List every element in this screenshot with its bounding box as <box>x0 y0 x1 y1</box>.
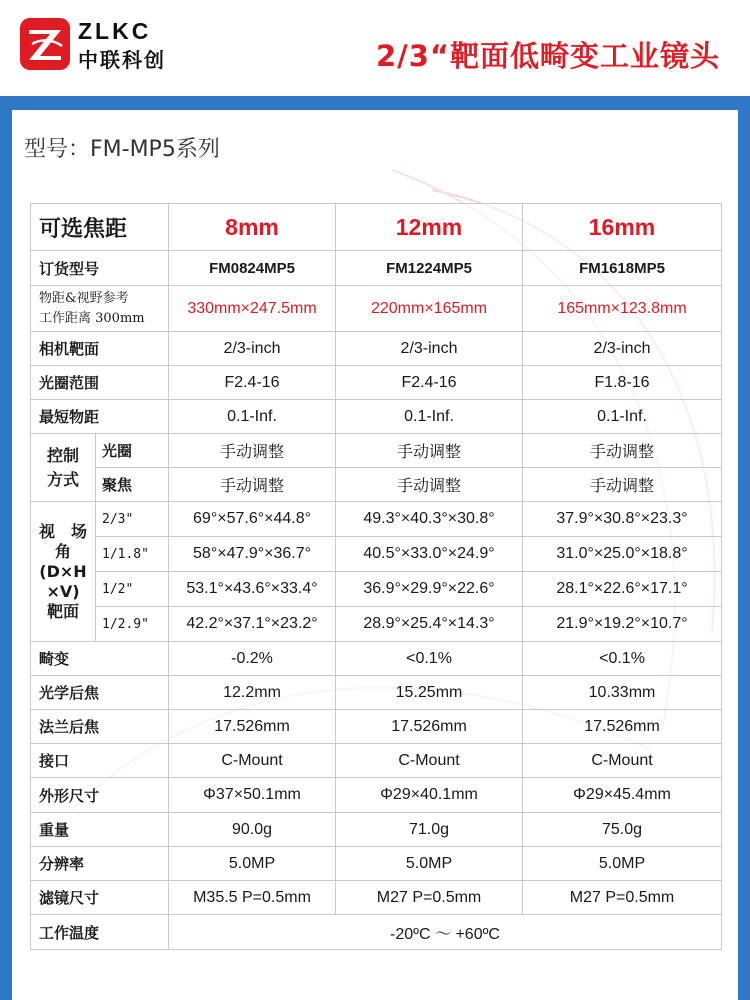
filter-row <box>31 881 722 915</box>
control-value: 手动调整 <box>523 434 722 468</box>
angle-label-line1: 视 场 <box>38 521 87 541</box>
aperture-value: F2.4-16 <box>169 366 336 400</box>
model-series: 型号：FM-MP5系列 <box>24 137 220 162</box>
angle-label-line3: (D×H <box>39 561 87 581</box>
distortion-value: <0.1% <box>336 642 523 676</box>
control-sub-label: 聚焦 <box>96 468 169 502</box>
focal-row <box>31 204 722 251</box>
bfl-label: 光学后焦 <box>31 676 169 710</box>
fov-value: 330mm×247.5mm <box>169 286 336 332</box>
sensor-value: 2/3-inch <box>336 332 523 366</box>
control-value: 手动调整 <box>523 468 722 502</box>
bfl-value: 15.25mm <box>336 676 523 710</box>
order-label: 订货型号 <box>31 251 169 286</box>
mount-row <box>31 744 722 778</box>
angle-value: 40.5°×33.0°×24.9° <box>336 537 523 572</box>
size-value: Φ29×45.4mm <box>523 778 722 813</box>
angle-value: 31.0°×25.0°×18.8° <box>523 537 722 572</box>
angle-value: 42.2°×37.1°×23.2° <box>169 607 336 642</box>
mount-value: C-Mount <box>523 744 722 778</box>
control-row-focus <box>31 468 722 502</box>
angle-sensor: 1/2" <box>96 572 169 607</box>
size-label: 外形尺寸 <box>31 778 169 813</box>
bfl-value: 12.2mm <box>169 676 336 710</box>
spec-table <box>30 203 722 950</box>
sensor-label: 相机靶面 <box>31 332 169 366</box>
filter-value: M27 P=0.5mm <box>523 881 722 915</box>
temp-row <box>31 915 722 950</box>
angle-label-line5: 靶面 <box>46 601 79 621</box>
focal-value: 12mm <box>336 204 523 251</box>
angle-value: 49.3°×40.3°×30.8° <box>336 502 523 537</box>
mount-value: C-Mount <box>336 744 523 778</box>
page-title: 2/3“靶面低畸变工业镜头 <box>375 39 720 73</box>
sensor-value: 2/3-inch <box>169 332 336 366</box>
angle-sensor: 1/1.8" <box>96 537 169 572</box>
aperture-value: F2.4-16 <box>336 366 523 400</box>
angle-sensor: 2/3" <box>96 502 169 537</box>
angle-row <box>31 572 722 607</box>
resolution-value: 5.0MP <box>523 847 722 881</box>
size-row <box>31 778 722 813</box>
angle-value: 53.1°×43.6°×33.4° <box>169 572 336 607</box>
fov-label <box>31 286 169 332</box>
weight-value: 71.0g <box>336 813 523 847</box>
size-value: Φ29×40.1mm <box>336 778 523 813</box>
ffd-label: 法兰后焦 <box>31 710 169 744</box>
mod-row <box>31 400 722 434</box>
angle-value: 36.9°×29.9°×22.6° <box>336 572 523 607</box>
weight-row <box>31 813 722 847</box>
order-value: FM1618MP5 <box>523 251 722 286</box>
ffd-value: 17.526mm <box>169 710 336 744</box>
fov-label-line2: 工作距离 300mm <box>39 310 145 326</box>
bfl-row <box>31 676 722 710</box>
angle-value: 21.9°×19.2°×10.7° <box>523 607 722 642</box>
order-row <box>31 251 722 286</box>
aperture-label: 光圈范围 <box>31 366 169 400</box>
angle-value: 37.9°×30.8°×23.3° <box>523 502 722 537</box>
resolution-value: 5.0MP <box>336 847 523 881</box>
fov-label-line1: 物距&视野参考 <box>39 290 129 306</box>
angle-row <box>31 502 722 537</box>
spec-panel <box>12 110 738 1000</box>
temp-label: 工作温度 <box>31 915 169 950</box>
filter-value: M35.5 P=0.5mm <box>169 881 336 915</box>
sensor-value: 2/3-inch <box>523 332 722 366</box>
aperture-value: F1.8-16 <box>523 366 722 400</box>
filter-value: M27 P=0.5mm <box>336 881 523 915</box>
bfl-value: 10.33mm <box>523 676 722 710</box>
mount-label: 接口 <box>31 744 169 778</box>
brand-name-en: ZLKC <box>78 18 152 44</box>
temp-value: -20ºC ～ +60ºC <box>169 915 722 950</box>
fov-row <box>31 286 722 332</box>
resolution-value: 5.0MP <box>169 847 336 881</box>
brand-name-cn: 中联科创 <box>78 48 166 72</box>
weight-value: 90.0g <box>169 813 336 847</box>
angle-value: 69°×57.6°×44.8° <box>169 502 336 537</box>
order-value: FM0824MP5 <box>169 251 336 286</box>
distortion-label: 畸变 <box>31 642 169 676</box>
mod-label: 最短物距 <box>31 400 169 434</box>
angle-label <box>31 502 96 642</box>
aperture-row <box>31 366 722 400</box>
focal-label: 可选焦距 <box>31 204 169 251</box>
ffd-value: 17.526mm <box>523 710 722 744</box>
control-value: 手动调整 <box>336 434 523 468</box>
angle-row <box>31 537 722 572</box>
mod-value: 0.1-Inf. <box>169 400 336 434</box>
mod-value: 0.1-Inf. <box>336 400 523 434</box>
ffd-value: 17.526mm <box>336 710 523 744</box>
zlkc-logo-icon <box>20 18 70 70</box>
angle-value: 28.9°×25.4°×14.3° <box>336 607 523 642</box>
weight-label: 重量 <box>31 813 169 847</box>
angle-row <box>31 607 722 642</box>
mod-value: 0.1-Inf. <box>523 400 722 434</box>
control-label-line1: 控制 <box>46 445 79 465</box>
fov-value: 220mm×165mm <box>336 286 523 332</box>
resolution-row <box>31 847 722 881</box>
focal-value: 16mm <box>523 204 722 251</box>
focal-value: 8mm <box>169 204 336 251</box>
angle-label-line4: ×V) <box>46 581 80 601</box>
ffd-row <box>31 710 722 744</box>
order-value: FM1224MP5 <box>336 251 523 286</box>
resolution-label: 分辨率 <box>31 847 169 881</box>
fov-value: 165mm×123.8mm <box>523 286 722 332</box>
control-sub-label: 光圈 <box>96 434 169 468</box>
control-label-line2: 方式 <box>46 469 79 489</box>
angle-sensor: 1/2.9" <box>96 607 169 642</box>
mount-value: C-Mount <box>169 744 336 778</box>
control-value: 手动调整 <box>169 468 336 502</box>
angle-value: 28.1°×22.6°×17.1° <box>523 572 722 607</box>
filter-label: 滤镜尺寸 <box>31 881 169 915</box>
page-header <box>0 0 750 96</box>
control-label <box>31 434 96 502</box>
angle-label-line2: 角 <box>54 541 71 561</box>
control-row-iris <box>31 434 722 468</box>
control-value: 手动调整 <box>169 434 336 468</box>
sensor-row <box>31 332 722 366</box>
distortion-row <box>31 642 722 676</box>
control-value: 手动调整 <box>336 468 523 502</box>
angle-value: 58°×47.9°×36.7° <box>169 537 336 572</box>
distortion-value: <0.1% <box>523 642 722 676</box>
distortion-value: -0.2% <box>169 642 336 676</box>
size-value: Φ37×50.1mm <box>169 778 336 813</box>
weight-value: 75.0g <box>523 813 722 847</box>
